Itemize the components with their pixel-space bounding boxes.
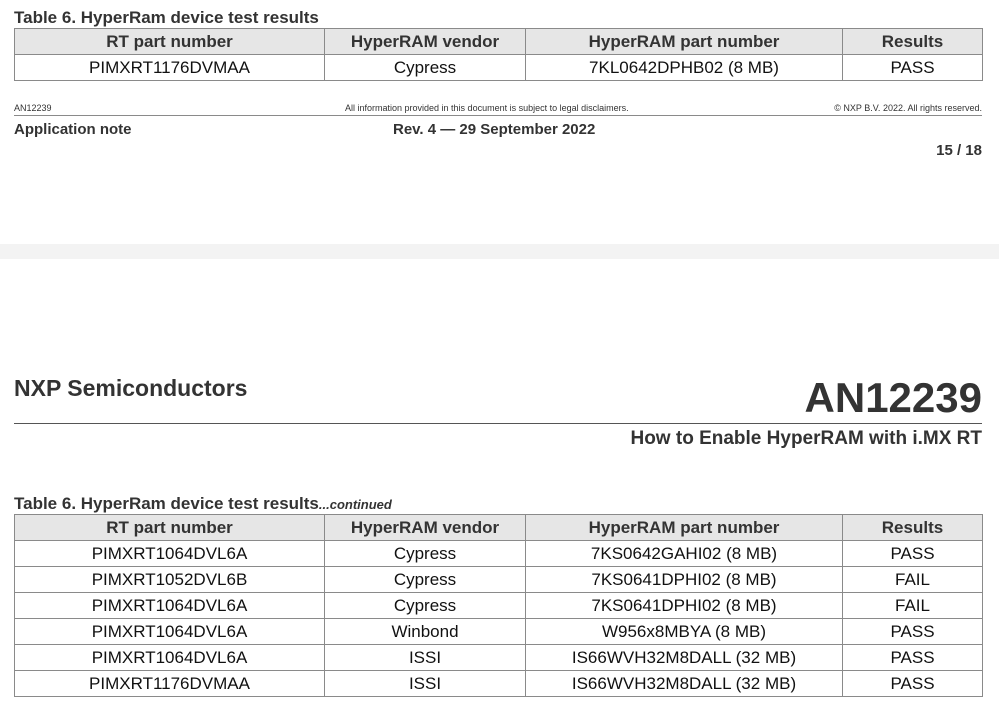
page-separator: [0, 244, 999, 259]
table-row: [15, 567, 983, 593]
document-subtitle: How to Enable HyperRAM with i.MX RT: [630, 428, 982, 449]
table-cell: PIMXRT1052DVL6B: [15, 567, 325, 593]
document-id: AN12239: [804, 374, 982, 421]
table-row: [15, 55, 983, 81]
table-header-row: [15, 29, 983, 55]
table-cell: Cypress: [325, 593, 526, 619]
table-cell: ISSI: [325, 671, 526, 697]
table-caption: [14, 494, 392, 514]
table-cell: PASS: [843, 645, 983, 671]
footer-divider: [14, 115, 982, 116]
footer-disclaimer: All information provided in this document is subject to legal disclaimers.: [345, 103, 629, 113]
page-number: 15 / 18: [936, 142, 982, 159]
column-header: HyperRAM part number: [526, 515, 843, 541]
results-table-continued: [14, 514, 983, 697]
table-cell: FAIL: [843, 593, 983, 619]
table-cell: PASS: [843, 55, 983, 81]
column-header: HyperRAM vendor: [325, 515, 526, 541]
column-header: RT part number: [15, 29, 325, 55]
table-row: [15, 645, 983, 671]
table-caption: Table 6. HyperRam device test results: [14, 8, 319, 27]
table-cell: PIMXRT1064DVL6A: [15, 619, 325, 645]
table-cell: W956x8MBYA (8 MB): [526, 619, 843, 645]
table-cell: PIMXRT1064DVL6A: [15, 541, 325, 567]
table-cell: Cypress: [325, 541, 526, 567]
table-cell: 7KS0641DPHI02 (8 MB): [526, 567, 843, 593]
table-header-row: [15, 515, 983, 541]
table-cell: 7KL0642DPHB02 (8 MB): [526, 55, 843, 81]
table-row: [15, 593, 983, 619]
table-cell: Winbond: [325, 619, 526, 645]
footer-copyright: © NXP B.V. 2022. All rights reserved.: [834, 103, 982, 113]
column-header: HyperRAM vendor: [325, 29, 526, 55]
table-cell: PIMXRT1064DVL6A: [15, 593, 325, 619]
footer-revision: Rev. 4 — 29 September 2022: [393, 121, 596, 138]
table-cell: PIMXRT1176DVMAA: [15, 671, 325, 697]
table-caption-continued: ...continued: [318, 497, 392, 512]
table-cell: ISSI: [325, 645, 526, 671]
footer-doc-id: AN12239: [14, 103, 52, 113]
header-divider: [14, 423, 982, 424]
table-cell: PASS: [843, 619, 983, 645]
table-cell: PASS: [843, 671, 983, 697]
footer-doc-type: Application note: [14, 121, 132, 138]
table-cell: IS66WVH32M8DALL (32 MB): [526, 671, 843, 697]
column-header: RT part number: [15, 515, 325, 541]
table-cell: FAIL: [843, 567, 983, 593]
table-cell: PIMXRT1176DVMAA: [15, 55, 325, 81]
company-name: NXP Semiconductors: [14, 375, 248, 401]
table-caption-title: Table 6. HyperRam device test results: [14, 494, 319, 513]
table-cell: 7KS0641DPHI02 (8 MB): [526, 593, 843, 619]
table-cell: 7KS0642GAHI02 (8 MB): [526, 541, 843, 567]
column-header: HyperRAM part number: [526, 29, 843, 55]
table-row: [15, 619, 983, 645]
table-row: [15, 541, 983, 567]
table-cell: PASS: [843, 541, 983, 567]
table-cell: IS66WVH32M8DALL (32 MB): [526, 645, 843, 671]
table-row: [15, 671, 983, 697]
table-cell: PIMXRT1064DVL6A: [15, 645, 325, 671]
column-header: Results: [843, 515, 983, 541]
results-table: [14, 28, 983, 81]
table-cell: Cypress: [325, 567, 526, 593]
table-cell: Cypress: [325, 55, 526, 81]
column-header: Results: [843, 29, 983, 55]
